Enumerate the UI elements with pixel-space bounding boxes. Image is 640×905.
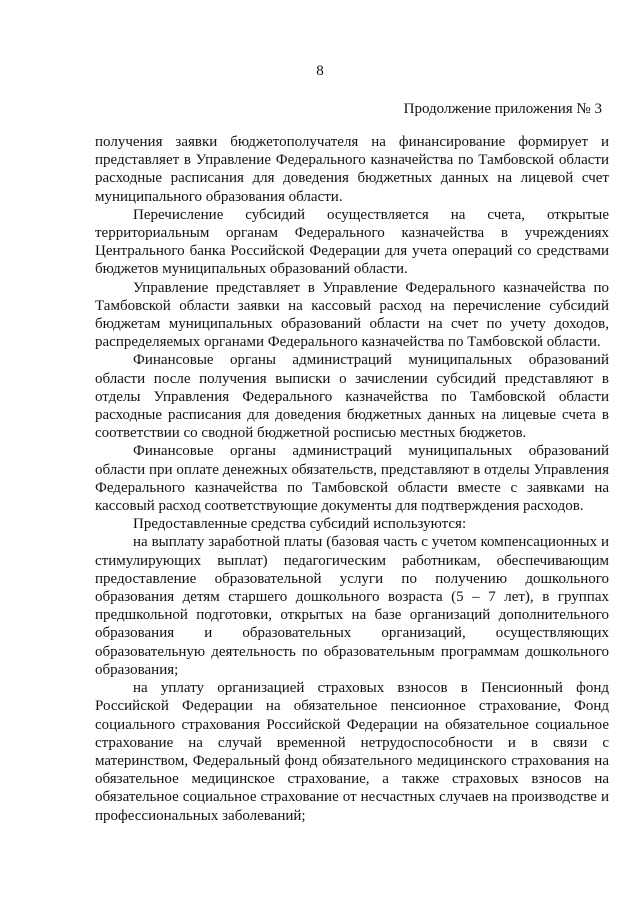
paragraph-use-of-subsidies: Предоставленные средства субсидий используются: (133, 516, 467, 533)
paragraph-financial-bodies-statements: Финансовые органы администраций муниципальных образований области после получения выписки о зачислении субсидий представляют в отделы Управления Федерального казначейства по Тамбовской области расходные расписания для доведения бюджетных данных на лицевые счета в соответствии со сводной бюджетной росписью местных бюджетов. (95, 352, 609, 442)
page-number: 8 (316, 63, 324, 79)
paragraph-salary-payment: на выплату заработной платы (базовая часть с учетом компенсационных и стимулирующих выплат) педагогическим работникам, обеспечивающим предоставление образовательной услуги по получению дошкольного образования детям старшего дошкольного возраста (5 – 7 лет), в группах предшкольной подготовки, открытых на базе организаций дополнительного образования и образовательных организаций, осуществляющих образовательную деятельность по образовательным программам дошкольного образования; (95, 534, 609, 678)
paragraph-continuation: получения заявки бюджетополучателя на финансирование формирует и представляет в Управление Федерального казначейства по Тамбовской области расходные расписания для доведения бюджетных данных на лицевой счет муниципального образования области. (95, 134, 609, 205)
paragraph-financial-bodies-payments: Финансовые органы администраций муниципальных образований области при оплате денежных обязательств, представляют в отделы Управления Федерального казначейства по Тамбовской области вместе с заявками на кассовый расход соответствующие документы для подтверждения расходов. (95, 443, 609, 515)
paragraph-insurance-contributions: на уплату организацией страховых взносов в Пенсионный фонд Российской Федерации на обязательное пенсионное страхование, Фонд социального страхования Российской Федерации на обязательное социальное страхование на случай временной нетрудоспособности и в связи с материнством, Федеральный фонд обязательного медицинского страхования на обязательное медицинское страхование, а также страховых взносов на обязательное социальное страхование от несчастных случаев на производстве и профессиональных заболеваний; (95, 680, 609, 824)
paragraph-cash-expense-requests: Управление представляет в Управление Федерального казначейства по Тамбовской области заявки на кассовый расход на перечисление субсидий бюджетам муниципальных образований области на счет по учету доходов, распределяемых органами Федерального казначейства по Тамбовской области. (95, 279, 609, 351)
document-body (95, 133, 609, 825)
paragraph-transfer-of-subsidies: Перечисление субсидий осуществляется на счета, открытые территориальным органам Федерального казначейства в учреждениях Центрального банка Российской Федерации для учета операций со средствами бюджетов муниципальных образований области. (95, 206, 609, 278)
appendix-label: Продолжение приложения № 3 (403, 101, 602, 117)
